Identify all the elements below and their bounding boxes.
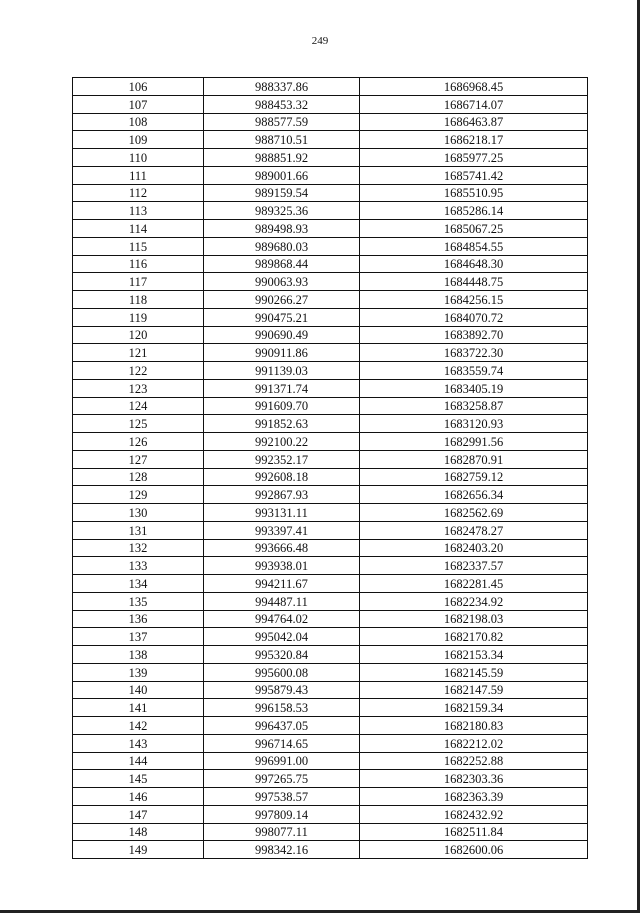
x-coordinate-cell: 988453.32	[204, 95, 360, 113]
table-row	[73, 557, 587, 575]
y-coordinate-cell: 1682303.36	[360, 770, 588, 788]
y-coordinate-cell: 1682159.34	[360, 699, 588, 717]
table-row	[73, 734, 587, 752]
y-coordinate-cell: 1682145.59	[360, 663, 588, 681]
y-coordinate-cell: 1685510.95	[360, 184, 588, 202]
point-number-cell: 115	[73, 237, 204, 255]
y-coordinate-cell: 1684448.75	[360, 273, 588, 291]
x-coordinate-cell: 998342.16	[204, 841, 360, 858]
y-coordinate-cell: 1682478.27	[360, 521, 588, 539]
y-coordinate-cell: 1686218.17	[360, 131, 588, 149]
point-number-cell: 108	[73, 113, 204, 131]
x-coordinate-cell: 992100.22	[204, 433, 360, 451]
point-number-cell: 121	[73, 344, 204, 362]
table-row	[73, 184, 587, 202]
coordinate-table-grid	[73, 78, 587, 858]
table-row	[73, 663, 587, 681]
y-coordinate-cell: 1684854.55	[360, 237, 588, 255]
y-coordinate-cell: 1682991.56	[360, 433, 588, 451]
y-coordinate-cell: 1682212.02	[360, 734, 588, 752]
y-coordinate-cell: 1682198.03	[360, 610, 588, 628]
page-number: 249	[311, 35, 329, 47]
point-number-cell: 110	[73, 149, 204, 167]
y-coordinate-cell: 1682147.59	[360, 681, 588, 699]
point-number-cell: 144	[73, 752, 204, 770]
table-row	[73, 521, 587, 539]
point-number-cell: 119	[73, 308, 204, 326]
y-coordinate-cell: 1682252.88	[360, 752, 588, 770]
table-row	[73, 149, 587, 167]
point-number-cell: 145	[73, 770, 204, 788]
table-row	[73, 344, 587, 362]
y-coordinate-cell: 1682234.92	[360, 592, 588, 610]
x-coordinate-cell: 989498.93	[204, 220, 360, 238]
x-coordinate-cell: 996714.65	[204, 734, 360, 752]
y-coordinate-cell: 1682153.34	[360, 646, 588, 664]
table-row	[73, 468, 587, 486]
y-coordinate-cell: 1682656.34	[360, 486, 588, 504]
y-coordinate-cell: 1683120.93	[360, 415, 588, 433]
table-row	[73, 575, 587, 593]
x-coordinate-cell: 991609.70	[204, 397, 360, 415]
x-coordinate-cell: 990266.27	[204, 291, 360, 309]
point-number-cell: 138	[73, 646, 204, 664]
point-number-cell: 114	[73, 220, 204, 238]
y-coordinate-cell: 1682170.82	[360, 628, 588, 646]
point-number-cell: 111	[73, 166, 204, 184]
y-coordinate-cell: 1684648.30	[360, 255, 588, 273]
table-row	[73, 362, 587, 380]
x-coordinate-cell: 989325.36	[204, 202, 360, 220]
table-row	[73, 397, 587, 415]
table-row	[73, 539, 587, 557]
point-number-cell: 147	[73, 805, 204, 823]
x-coordinate-cell: 989868.44	[204, 255, 360, 273]
table-row	[73, 681, 587, 699]
point-number-cell: 142	[73, 717, 204, 735]
table-row	[73, 326, 587, 344]
table-row	[73, 95, 587, 113]
x-coordinate-cell: 990475.21	[204, 308, 360, 326]
point-number-cell: 148	[73, 823, 204, 841]
y-coordinate-cell: 1682403.20	[360, 539, 588, 557]
point-number-cell: 132	[73, 539, 204, 557]
point-number-cell: 149	[73, 841, 204, 858]
table-row	[73, 308, 587, 326]
table-row	[73, 610, 587, 628]
point-number-cell: 112	[73, 184, 204, 202]
x-coordinate-cell: 990911.86	[204, 344, 360, 362]
x-coordinate-cell: 991852.63	[204, 415, 360, 433]
point-number-cell: 128	[73, 468, 204, 486]
x-coordinate-cell: 991371.74	[204, 379, 360, 397]
x-coordinate-cell: 994764.02	[204, 610, 360, 628]
point-number-cell: 137	[73, 628, 204, 646]
table-row	[73, 291, 587, 309]
y-coordinate-cell: 1682281.45	[360, 575, 588, 593]
x-coordinate-cell: 992867.93	[204, 486, 360, 504]
y-coordinate-cell: 1682511.84	[360, 823, 588, 841]
x-coordinate-cell: 998077.11	[204, 823, 360, 841]
table-row	[73, 592, 587, 610]
x-coordinate-cell: 994487.11	[204, 592, 360, 610]
x-coordinate-cell: 996991.00	[204, 752, 360, 770]
x-coordinate-cell: 993938.01	[204, 557, 360, 575]
y-coordinate-cell: 1683405.19	[360, 379, 588, 397]
point-number-cell: 131	[73, 521, 204, 539]
x-coordinate-cell: 991139.03	[204, 362, 360, 380]
y-coordinate-cell: 1685977.25	[360, 149, 588, 167]
table-row	[73, 788, 587, 806]
point-number-cell: 139	[73, 663, 204, 681]
x-coordinate-cell: 993131.11	[204, 504, 360, 522]
x-coordinate-cell: 992608.18	[204, 468, 360, 486]
x-coordinate-cell: 992352.17	[204, 450, 360, 468]
y-coordinate-cell: 1684070.72	[360, 308, 588, 326]
y-coordinate-cell: 1682759.12	[360, 468, 588, 486]
x-coordinate-cell: 995879.43	[204, 681, 360, 699]
point-number-cell: 130	[73, 504, 204, 522]
point-number-cell: 127	[73, 450, 204, 468]
y-coordinate-cell: 1682562.69	[360, 504, 588, 522]
x-coordinate-cell: 988337.86	[204, 78, 360, 95]
y-coordinate-cell: 1682600.06	[443, 843, 504, 857]
x-coordinate-cell: 997538.57	[204, 788, 360, 806]
y-coordinate-cell: 1682337.57	[360, 557, 588, 575]
y-coordinate-cell: 1683559.74	[360, 362, 588, 380]
x-coordinate-cell: 994211.67	[204, 575, 360, 593]
y-coordinate-cell: 1685741.42	[360, 166, 588, 184]
table-row	[73, 486, 587, 504]
point-number-cell: 143	[73, 734, 204, 752]
y-coordinate-cell: 1682432.92	[360, 805, 588, 823]
x-coordinate-cell: 988710.51	[204, 131, 360, 149]
x-coordinate-cell: 989680.03	[204, 237, 360, 255]
y-coordinate-cell: 1686714.07	[360, 95, 588, 113]
point-number-cell: 135	[73, 592, 204, 610]
table-row	[73, 255, 587, 273]
table-row	[73, 504, 587, 522]
table-row	[73, 752, 587, 770]
table-row	[73, 841, 587, 858]
table-row	[73, 699, 587, 717]
y-coordinate-cell: 1683892.70	[360, 326, 588, 344]
table-row	[73, 823, 587, 841]
point-number-cell: 125	[73, 415, 204, 433]
coordinate-table	[72, 77, 588, 859]
point-number-cell: 136	[73, 610, 204, 628]
y-coordinate-cell: 1682870.91	[360, 450, 588, 468]
point-number-cell: 120	[73, 326, 204, 344]
point-number-cell: 118	[73, 291, 204, 309]
point-number-cell: 123	[73, 379, 204, 397]
x-coordinate-cell: 997265.75	[204, 770, 360, 788]
point-number-cell: 116	[73, 255, 204, 273]
x-coordinate-cell: 988577.59	[204, 113, 360, 131]
point-number-cell: 133	[73, 557, 204, 575]
point-number-cell: 117	[73, 273, 204, 291]
table-row	[73, 415, 587, 433]
x-coordinate-cell: 990063.93	[204, 273, 360, 291]
point-number-cell: 140	[73, 681, 204, 699]
x-coordinate-cell: 993666.48	[204, 539, 360, 557]
point-number-cell: 109	[73, 131, 204, 149]
y-coordinate-cell: 1686968.45	[360, 78, 588, 95]
point-number-cell: 134	[73, 575, 204, 593]
x-coordinate-cell: 996158.53	[204, 699, 360, 717]
x-coordinate-cell: 990690.49	[204, 326, 360, 344]
table-row	[73, 202, 587, 220]
table-row	[73, 379, 587, 397]
table-row	[73, 78, 587, 95]
table-row	[73, 166, 587, 184]
y-coordinate-cell: 1686463.87	[360, 113, 588, 131]
table-row	[73, 717, 587, 735]
x-coordinate-cell: 988851.92	[204, 149, 360, 167]
table-row	[73, 450, 587, 468]
point-number-cell: 129	[73, 486, 204, 504]
x-coordinate-cell: 996437.05	[204, 717, 360, 735]
x-coordinate-cell: 995042.04	[204, 628, 360, 646]
table-row	[73, 433, 587, 451]
table-row	[73, 237, 587, 255]
table-row	[73, 805, 587, 823]
point-number-cell: 113	[73, 202, 204, 220]
point-number-cell: 124	[73, 397, 204, 415]
y-coordinate-cell: 1685286.14	[360, 202, 588, 220]
table-row	[73, 131, 587, 149]
point-number-cell: 107	[73, 95, 204, 113]
y-coordinate-cell: 1685067.25	[360, 220, 588, 238]
x-coordinate-cell: 995320.84	[204, 646, 360, 664]
y-coordinate-cell: 1683722.30	[360, 344, 588, 362]
x-coordinate-cell: 993397.41	[204, 521, 360, 539]
table-row	[73, 220, 587, 238]
y-coordinate-cell: 1684256.15	[360, 291, 588, 309]
point-number-cell: 141	[73, 699, 204, 717]
point-number-cell: 146	[73, 788, 204, 806]
table-row	[73, 628, 587, 646]
table-row	[73, 646, 587, 664]
point-number-cell: 126	[73, 433, 204, 451]
y-coordinate-cell: 1683258.87	[360, 397, 588, 415]
x-coordinate-cell: 989159.54	[204, 184, 360, 202]
x-coordinate-cell: 995600.08	[204, 663, 360, 681]
point-number-cell: 106	[73, 78, 204, 95]
table-row	[73, 113, 587, 131]
x-coordinate-cell: 989001.66	[204, 166, 360, 184]
table-row	[73, 273, 587, 291]
coordinate-table-body	[73, 78, 587, 858]
x-coordinate-cell: 997809.14	[204, 805, 360, 823]
y-coordinate-cell: 1682180.83	[360, 717, 588, 735]
table-row	[73, 770, 587, 788]
point-number-cell: 122	[73, 362, 204, 380]
y-coordinate-cell: 1682363.39	[360, 788, 588, 806]
